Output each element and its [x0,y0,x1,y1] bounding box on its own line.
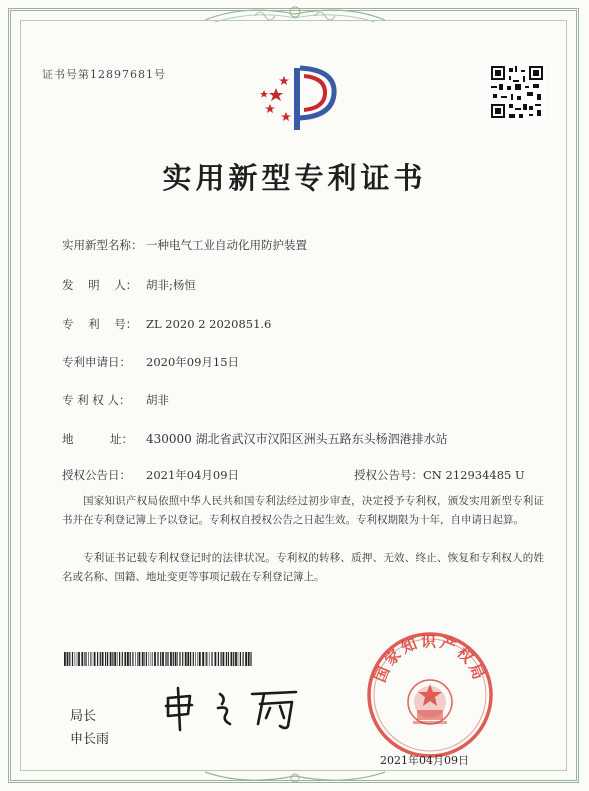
barcode-bar [100,652,101,666]
inventor-value: 胡非;杨恒 [146,278,196,292]
barcode-bar [215,652,217,666]
svg-text:国家知识产权局 [371,632,489,684]
grant-number-value: CN 212934485 U [423,468,525,482]
director-name: 申长雨 [70,732,110,747]
barcode-bar [112,652,113,666]
barcode-bar [190,652,191,666]
barcode-bar [167,652,168,666]
official-seal [365,630,495,760]
barcode-bar [90,652,91,666]
barcode-bar [199,652,201,666]
barcode-bar [139,652,141,666]
qr-code-icon [489,64,545,120]
barcode-bar [211,652,212,666]
barcode-bar [250,652,251,666]
barcode-bar [149,652,150,666]
grant-statement-paragraph: 国家知识产权局依照中华人民共和国专利法经过初步审查，决定授予专利权，颁发实用新型专利证书并在专利登记簿上予以登记。专利权自授权公告之日起生效。专利权期限为十年，自申请日起算。 [62,495,544,526]
barcode-bar [92,652,93,666]
barcode-bar [223,652,225,666]
address-row [62,430,448,447]
barcode-bar [124,652,126,666]
barcode-bar [193,652,194,666]
barcode-bar [137,652,138,666]
barcode-bar [198,652,199,666]
address-label: 地 址： [62,432,134,446]
barcode-bar [132,652,133,666]
barcode-bar [206,652,207,666]
barcode-bar [122,652,123,666]
barcode-bar [64,652,66,666]
barcode-bar [179,652,180,666]
barcode-bar [81,652,83,666]
patentee-label: 专 利 权 人： [62,393,131,407]
bottom-ornament [195,768,395,788]
barcode-bar [195,652,196,666]
barcode-bar [142,652,144,666]
inventor-label: 发 明 人： [62,278,138,292]
certificate-title: 实用新型专利证书 [162,161,427,195]
barcode-bar [173,652,174,666]
barcode-bar [245,652,247,666]
grant-date-label: 授权公告日： [62,468,131,482]
barcode-bar [187,652,189,666]
barcode-bar [248,652,250,666]
barcode-bar [130,652,131,666]
inventor-row [62,277,196,293]
barcode-bar [135,652,136,666]
utility-model-name-row [62,237,307,253]
certificate-number: 证书号第12897681号 [42,68,166,81]
barcode-bar [235,652,237,666]
grant-date-value: 2021年04月09日 [146,468,240,482]
barcode-bar [182,652,183,666]
barcode-bar [185,652,187,666]
barcode-bar [114,652,116,666]
address-value: 430000 湖北省武汉市汉阳区洲头五路东头杨泗港排水站 [146,432,448,446]
barcode-bar [72,652,73,666]
seal-text: 国家知识产权局 [371,632,489,685]
barcode-bar [226,652,227,666]
barcode-bar [221,652,222,666]
barcode-bar [205,652,206,666]
top-ornament [195,2,395,26]
grant-number-label: 授权公告号： [354,468,423,482]
barcode-bar [160,652,161,666]
barcode-bar [165,652,166,666]
application-date-row [62,354,239,370]
barcode-bar [170,652,172,666]
barcode-bar [157,652,158,666]
barcode-bar [78,652,80,666]
director-title: 局长 [70,709,97,724]
utility-model-name-label: 实用新型名称： [62,238,143,252]
barcode-bar [144,652,145,666]
barcode-bar [146,652,147,666]
barcode-bar [202,652,204,666]
barcode-bar [69,652,70,666]
barcode-bar [212,652,213,666]
barcode-bar [117,652,118,666]
barcode-bar [127,652,129,666]
barcode-bar [243,652,244,666]
barcode-bar [175,652,177,666]
barcode-bar [177,652,178,666]
director-signature [160,684,310,734]
barcode-bar [84,652,85,666]
barcode-bar [105,652,106,666]
barcode-bar [233,652,234,666]
patentee-row [62,392,169,408]
patent-number-value: ZL 2020 2 2020851.6 [146,317,272,331]
patent-number-row [62,316,271,332]
barcode-bar [151,652,152,666]
patentee-value: 胡非 [146,393,169,407]
barcode-bar [240,652,241,666]
barcode-bar [107,652,108,666]
utility-model-name-value: 一种电气工业自动化用防护装置 [146,238,307,252]
barcode-bar [75,652,76,666]
barcode-bar [209,652,210,666]
barcode-bar [162,652,164,666]
barcode-bar [97,652,98,666]
application-date-value: 2020年09月15日 [146,355,240,369]
patent-office-logo-icon [256,60,348,140]
barcode-bar [152,652,153,666]
barcode-bar [94,652,96,666]
barcode-bar [231,652,233,666]
application-date-label: 专利申请日： [62,355,131,369]
grant-number-group [354,467,525,483]
barcode-bar [85,652,86,666]
barcode-icon [64,652,254,666]
barcode-bar [67,652,69,666]
patent-number-label: 专 利 号： [62,317,138,331]
barcode-bar [154,652,156,666]
barcode-bar [228,652,229,666]
barcode-bar [119,652,120,666]
barcode-bar [88,652,89,666]
barcode-bar [218,652,219,666]
seal-date: 2021年04月09日 [380,754,469,767]
barcode-bar [110,652,112,666]
barcode-bar [77,652,78,666]
barcode-bar [238,652,239,666]
grant-announcement-row [62,467,542,483]
barcode-bar [102,652,104,666]
legal-status-paragraph: 专利证书记载专利权登记时的法律状况。专利权的转移、质押、无效、终止、恢复和专利权人的姓名或名称、国籍、地址变更等事项记载在专利登记簿上。 [62,552,544,583]
